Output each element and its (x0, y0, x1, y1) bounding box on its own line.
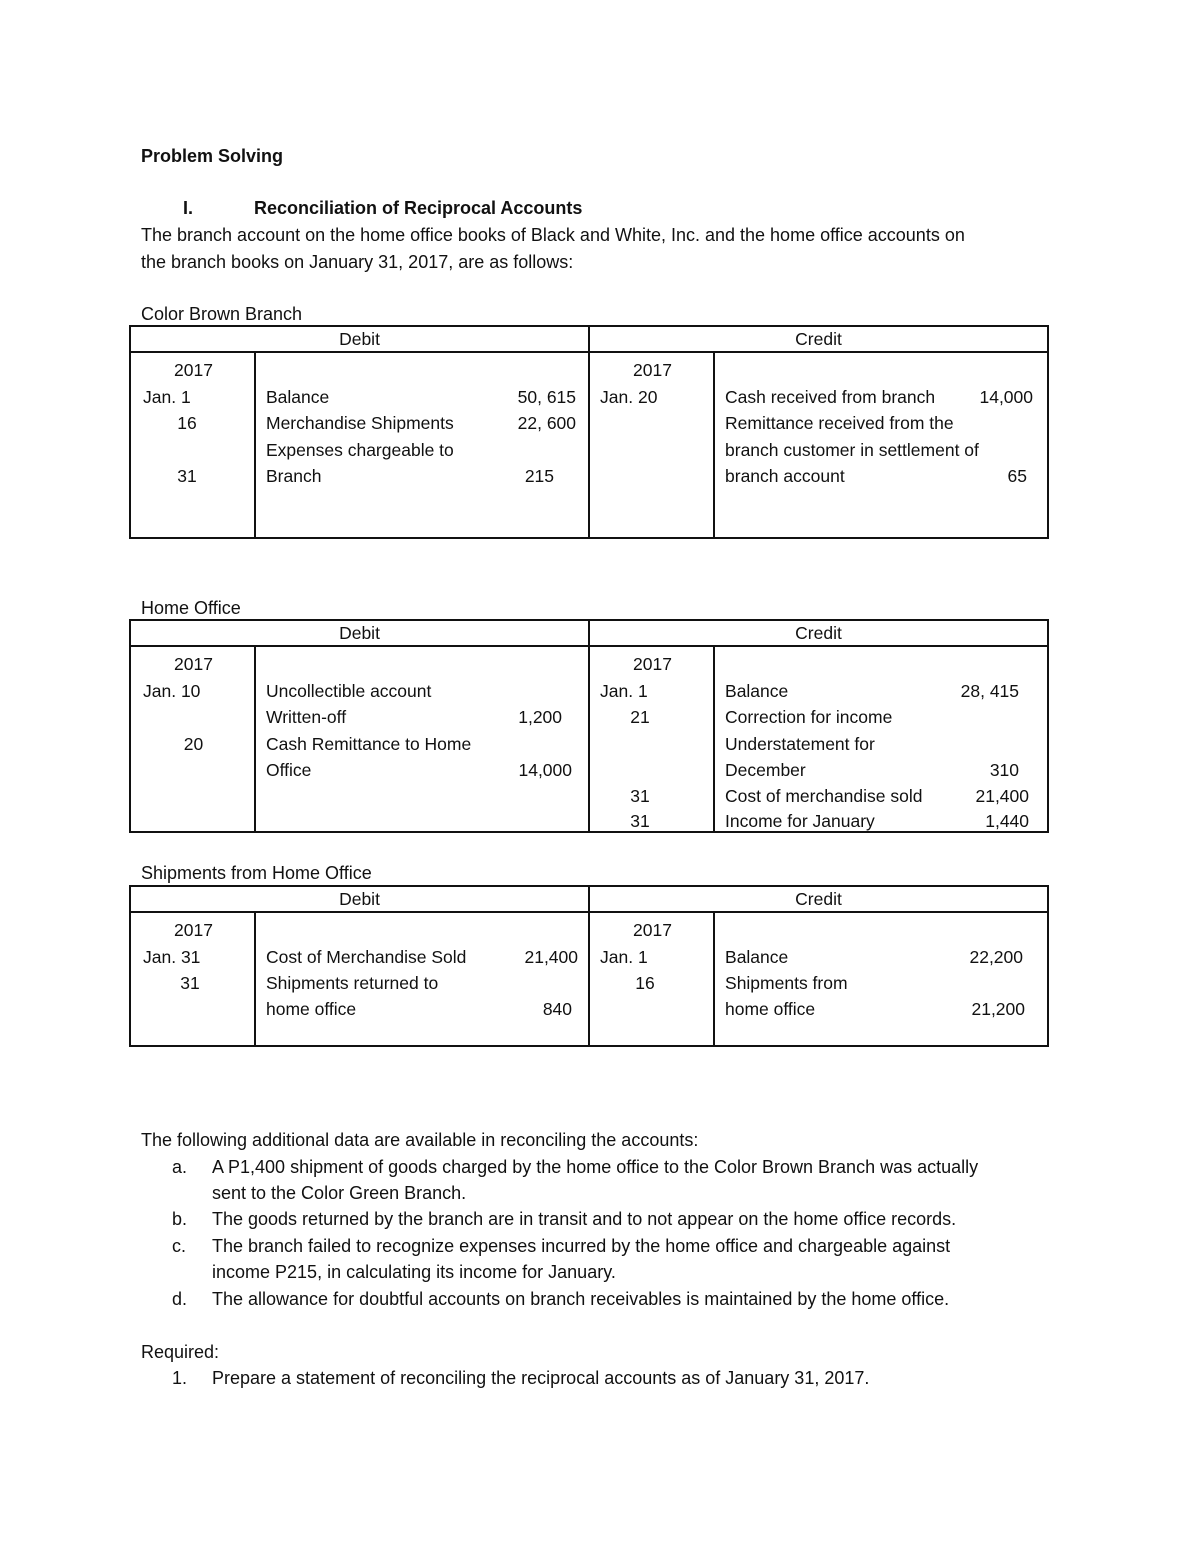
date-cell: Jan. 31 (143, 947, 201, 967)
date-cell: 2017 (174, 920, 213, 940)
entry-amount: 215 (524, 466, 555, 486)
debit-header: Debit (130, 886, 589, 912)
table-title: Color Brown Branch (141, 304, 303, 324)
intro-line-1: The branch account on the home office books of Black and White, Inc. and the home office accounts on (141, 225, 965, 245)
debit-entries (255, 352, 589, 538)
intro-line-2: the branch books on January 31, 2017, are as follows: (141, 252, 574, 272)
entry-description: Branch (266, 466, 322, 486)
entry-amount: 28, 415 (960, 681, 1020, 701)
credit-header: Credit (589, 326, 1048, 352)
list-text: income P215, in calculating its income for January. (212, 1262, 616, 1282)
list-marker: c. (172, 1236, 187, 1256)
list-text: The branch failed to recognize expenses incurred by the home office and chargeable against (212, 1236, 951, 1256)
credit-dates (589, 912, 714, 1046)
entry-description: branch account (725, 466, 845, 486)
date-cell: Jan. 1 (143, 387, 191, 407)
ledger-table-shipments (129, 885, 1049, 1047)
list-marker: 1. (172, 1368, 188, 1388)
entry-description: branch customer in settlement of (725, 440, 979, 460)
list-text: A P1,400 shipment of goods charged by the home office to the Color Brown Branch was actually (212, 1157, 979, 1177)
debit-dates (130, 646, 255, 832)
debit-entries (255, 646, 589, 832)
entry-amount: 21,400 (524, 947, 579, 967)
ledger-table-home-office (129, 619, 1049, 833)
entry-description: home office (725, 999, 816, 1019)
debit-dates (130, 912, 255, 1046)
credit-entries (714, 646, 1048, 832)
credit-entries (714, 912, 1048, 1046)
date-cell: 20 (183, 734, 204, 754)
date-cell: 16 (635, 973, 655, 993)
list-marker: d. (172, 1289, 188, 1309)
entry-amount: 310 (989, 760, 1020, 780)
entry-amount: 1,440 (985, 811, 1030, 831)
date-cell: 2017 (174, 654, 213, 674)
entry-description: Remittance received from the (725, 413, 954, 433)
entry-description: Balance (725, 681, 789, 701)
required-label: Required: (141, 1342, 220, 1362)
entry-description: Balance (266, 387, 330, 407)
date-cell: 31 (630, 811, 650, 831)
debit-entries (255, 912, 589, 1046)
debit-header: Debit (130, 620, 589, 646)
date-cell: Jan. 1 (600, 947, 648, 967)
list-text: Prepare a statement of reconciling the reciprocal accounts as of January 31, 2017. (212, 1368, 870, 1388)
entry-description: Understatement for (725, 734, 875, 754)
credit-entries (714, 352, 1048, 538)
date-cell: Jan. 20 (600, 387, 658, 407)
credit-header: Credit (589, 886, 1048, 912)
section-title: Reconciliation of Reciprocal Accounts (254, 198, 583, 218)
date-cell: 21 (630, 707, 650, 727)
additional-intro: The following additional data are available in reconciling the accounts: (141, 1130, 699, 1150)
entry-amount: 21,200 (971, 999, 1026, 1019)
entry-description: Expenses chargeable to (266, 440, 454, 460)
debit-header: Debit (130, 326, 589, 352)
entry-amount: 1,200 (518, 707, 563, 727)
table-title: Home Office (141, 598, 241, 618)
entry-description: Cash received from branch (725, 387, 936, 407)
entry-amount: 840 (542, 999, 573, 1019)
entry-description: Income for January (725, 811, 875, 831)
date-cell: 16 (177, 413, 197, 433)
date-cell: Jan. 10 (143, 681, 201, 701)
credit-dates (589, 646, 714, 832)
table-title: Shipments from Home Office (141, 863, 372, 883)
page-heading: Problem Solving (141, 146, 284, 166)
date-cell: 31 (630, 786, 650, 806)
section-number: I. (183, 198, 194, 218)
list-text: sent to the Color Green Branch. (212, 1183, 467, 1203)
list-text: The goods returned by the branch are in transit and to not appear on the home office records. (212, 1209, 957, 1229)
entry-description: Cost of merchandise sold (725, 786, 923, 806)
list-text: The allowance for doubtful accounts on branch receivables is maintained by the home office. (212, 1289, 950, 1309)
entry-description: Office (266, 760, 312, 780)
entry-description: Shipments from (725, 973, 848, 993)
date-cell: 31 (180, 973, 200, 993)
entry-description: Cost of Merchandise Sold (266, 947, 467, 967)
list-marker: a. (172, 1157, 188, 1177)
entry-description: Uncollectible account (266, 681, 432, 701)
entry-amount: 22, 600 (517, 413, 577, 433)
entry-description: home office (266, 999, 357, 1019)
entry-amount: 21,400 (975, 786, 1030, 806)
credit-dates (589, 352, 714, 538)
date-cell: 2017 (174, 360, 213, 380)
entry-amount: 65 (1007, 466, 1028, 486)
date-cell: Jan. 1 (600, 681, 648, 701)
entry-description: Cash Remittance to Home (266, 734, 472, 754)
ledger-table-color-brown-branch (129, 325, 1049, 539)
list-marker: b. (172, 1209, 188, 1229)
entry-description: Written-off (266, 707, 347, 727)
date-cell: 2017 (633, 654, 672, 674)
date-cell: 2017 (633, 360, 672, 380)
entry-amount: 14,000 (979, 387, 1034, 407)
entry-description: Correction for income (725, 707, 893, 727)
entry-description: December (725, 760, 806, 780)
entry-amount: 50, 615 (517, 387, 577, 407)
date-cell: 2017 (633, 920, 672, 940)
entry-amount: 22,200 (969, 947, 1024, 967)
entry-description: Balance (725, 947, 789, 967)
entry-amount: 14,000 (518, 760, 573, 780)
entry-description: Shipments returned to (266, 973, 439, 993)
credit-header: Credit (589, 620, 1048, 646)
date-cell: 31 (177, 466, 197, 486)
debit-dates (130, 352, 255, 538)
entry-description: Merchandise Shipments (266, 413, 454, 433)
